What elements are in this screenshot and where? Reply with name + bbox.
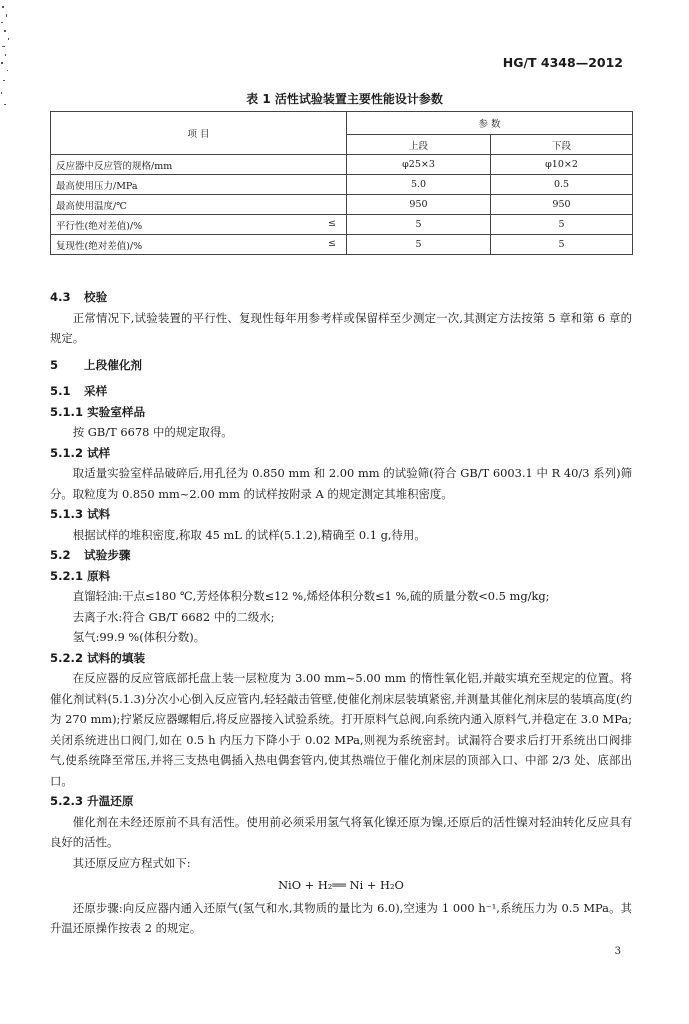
row-lower: 950: [491, 195, 633, 215]
row-upper: 950: [347, 195, 491, 215]
row-lower: 5: [491, 235, 633, 255]
section-title: 试验步骤: [84, 548, 131, 562]
section-title: 采样: [84, 384, 108, 398]
table-row: [51, 195, 633, 215]
paragraph: 氢气:99.9 %(体积分数)。: [72, 630, 206, 644]
row-upper: 5.0: [347, 175, 491, 195]
section-heading: [50, 402, 632, 423]
row-label: [51, 235, 347, 255]
header-params: 参 数: [347, 112, 633, 135]
header-upper: 上段: [347, 135, 491, 155]
row-lower: 5: [491, 215, 633, 235]
section-number: 5.2.3: [50, 794, 84, 808]
section-heading: [50, 287, 632, 308]
row-upper: 5: [347, 235, 491, 255]
section-heading: [50, 381, 632, 402]
body-content: [50, 287, 632, 939]
row-label: [51, 195, 347, 215]
table-1-title: 表 1 活性试验装置主要性能设计参数: [246, 92, 443, 106]
paragraph: 在反应器的反应管底部托盘上装一层粒度为 3.00 mm~5.00 mm 的惰性氧化铝,并敲实填充至规定的位置。将催化剂试料(5.1.3)分次小心倒入反应管内,轻轻敲击管壁,使催化剂床层装填紧密,并测量其催化剂床层的装填高度(约为 270 mm);拧紧反应器螺帽后,将反应器接入试验系统。打开原料气总阀,向系统内通入原料气,并稳定在 3.0 MPa;关闭系统进出口阀门,如在 0.5 h 内压力下降小于 0.02 MPa,则视为系统密封。试漏符合要求后打开系统出口阀排气,使系统降至常压,并将三支热电偶插入热电偶套管内,使其热端位于催化剂床层的顶部入口、中部 2/3 处、底部出口。: [50, 671, 632, 788]
section-number: 5.2.2: [50, 650, 84, 665]
section-number: 5.1: [50, 384, 71, 398]
section-heading: [50, 791, 632, 812]
paragraph: 正常情况下,试验装置的平行性、复现性每年用参考样或保留样至少测定一次,其测定方法按第 5 章和第 6 章的规定。: [50, 310, 632, 345]
section-heading: [50, 504, 632, 525]
section-title: 试料: [87, 507, 111, 521]
row-label-text: 反应器中反应管的规格/mm: [56, 160, 173, 172]
section-title: 原料: [87, 568, 111, 583]
table-row: [51, 175, 633, 195]
table-row: [51, 155, 633, 175]
chemical-equation: NiO + H₂══ Ni + H₂O: [278, 878, 404, 892]
section-number: 5.1.3: [50, 507, 84, 521]
section-title: 实验室样品: [87, 404, 146, 419]
paragraph: 催化剂在未经还原前不具有活性。使用前必须采用氢气将氧化镍还原为镍,还原后的活性镍对轻油转化反应具有良好的活性。: [50, 814, 632, 849]
section-title: 试样: [87, 445, 111, 460]
section-heading: [50, 443, 632, 464]
row-upper: φ25×3: [347, 155, 491, 175]
row-label: [51, 175, 347, 195]
section-heading: [50, 355, 632, 376]
paragraph: 根据试样的堆积密度,称取 45 mL 的试样(5.1.2),精确至 0.1 g,待用。: [72, 527, 426, 542]
paragraph: 去离子水:符合 GB/T 6682 中的二级水;: [72, 609, 275, 624]
table-row: [51, 215, 633, 235]
section-heading: [50, 648, 632, 669]
header-item: 项 目: [51, 112, 347, 155]
table-row: [51, 235, 633, 255]
row-lower: 0.5: [491, 175, 633, 195]
section-title: 升温还原: [87, 794, 134, 808]
section-number: 4.3: [50, 290, 71, 304]
row-label-text: 最高使用温度/℃: [56, 200, 127, 212]
row-label: [51, 155, 347, 175]
section-title: 上段催化剂: [84, 357, 143, 372]
paragraph: 还原步骤:向反应器内通入还原气(氢气和水,其物质的量比为 6.0),空速为 1 000 h⁻¹,系统压力为 0.5 MPa。其升温还原操作按表 2 的规定。: [50, 900, 632, 935]
row-label-text: 复现性(绝对差值)/%: [56, 240, 143, 252]
row-upper: 5: [347, 215, 491, 235]
header-lower: 下段: [491, 135, 633, 155]
section-title: 校验: [84, 290, 108, 304]
section-number: 5.2.1: [50, 568, 84, 583]
row-label-text: 平行性(绝对差值)/%: [56, 220, 143, 232]
standard-code: HG/T 4348—2012: [502, 55, 623, 70]
row-label: [51, 215, 347, 235]
row-lower: φ10×2: [491, 155, 633, 175]
paragraph: 按 GB/T 6678 中的规定取得。: [72, 425, 233, 439]
table-header-row: [51, 112, 633, 135]
row-operator: ≤: [328, 238, 336, 249]
scan-edge-noise: [0, 0, 18, 130]
page-number: 3: [614, 946, 621, 957]
section-heading: [50, 545, 632, 566]
section-title: 试料的填装: [87, 650, 146, 665]
row-operator: ≤: [328, 218, 336, 229]
paragraph: 其还原反应方程式如下:: [72, 855, 191, 870]
section-number: 5.1.1: [50, 404, 84, 419]
parameters-table: [50, 111, 633, 255]
row-label-text: 最高使用压力/MPa: [56, 180, 138, 192]
section-number: 5.2: [50, 548, 71, 562]
paragraph: 取适量实验室样品破碎后,用孔径为 0.850 mm 和 2.00 mm 的试验筛(符合 GB/T 6003.1 中 R 40/3 系列)筛分。取粒度为 0.850 mm~2.00 mm 的试样按附录 A 的规定测定其堆积密度。: [50, 466, 632, 501]
paragraph: 直馏轻油:干点≤180 ℃,芳烃体积分数≤12 %,烯烃体积分数≤1 %,硫的质量分数<0.5 mg/kg;: [72, 589, 550, 603]
section-number: 5.1.2: [50, 445, 84, 460]
section-heading: [50, 566, 632, 587]
section-number: 5: [50, 357, 59, 372]
